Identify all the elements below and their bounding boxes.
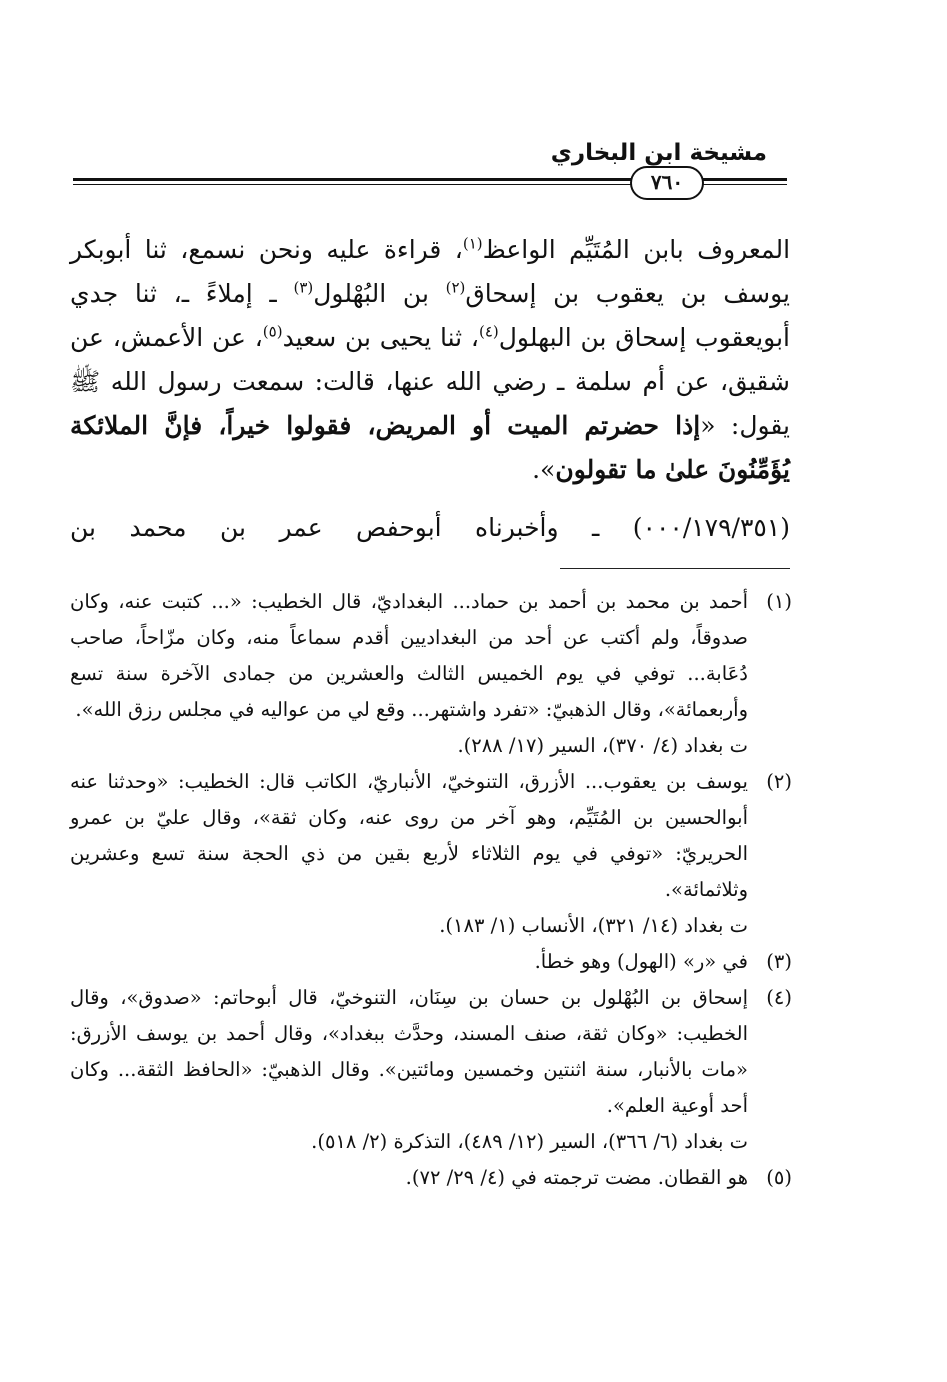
- footnote-source: ت بغداد (١٤/ ٣٢١)، الأنساب (١/ ١٨٣).: [439, 914, 748, 937]
- footnote-body: [70, 944, 748, 980]
- footnote-number: (١): [766, 590, 792, 613]
- running-title: مشيخة ابن البخاري: [550, 140, 767, 166]
- main-paragraph: [70, 228, 790, 492]
- hadith-text: إذا حضرتم الميت أو المريض، فقولوا خيراً، فإنَّ الملائكة يُؤَمِّنُونَ علىٰ ما تقولون: [70, 411, 790, 484]
- text-segment: ، عن الأعمش،: [112, 323, 263, 352]
- footnote-4: [70, 980, 792, 1160]
- footnote-ref-5[interactable]: (٥): [262, 322, 283, 341]
- footnote-ref-1[interactable]: (١): [462, 234, 483, 253]
- header-rule-left-thin: [73, 184, 633, 185]
- footnote-source: ت بغداد (٦/ ٣٦٦)، السير (١٢/ ٤٨٩)، التذكرة (٢/ ٥١٨).: [311, 1130, 748, 1153]
- footnote-5: [70, 1160, 792, 1196]
- footnote-text: هو القطان. مضت ترجمته في (٤/ ٢٩/ ٧٢).: [405, 1166, 748, 1189]
- text-segment: ، قراءة عليه ونحن نسمع، ثنا أبوبكر: [70, 235, 463, 264]
- footnote-body: [70, 1160, 748, 1196]
- text-segment: المعروف بابن المُتَيِّم الواعظ: [482, 235, 791, 264]
- footnote-text: يوسف بن يعقوب... الأزرق، التنوخيّ، الأنباريّ، الكاتب قال: الخطيب: «وحدثنا عنه أبوالحسين بن المُتَيِّم، وهو آخر من روى عنه، وكان ثقة»، وقال عليّ بن عمرو الحريريّ: «توفي في يوم الثلاثاء لأربع بقين من ذي الحجة سنة تسع وعشرين وثلاثمائة».: [70, 770, 748, 901]
- text-segment: عن شقيق، عن أم سلمة ـ رضي الله عنها، قالت: سمعت رسول الله ﷺ: [70, 323, 790, 396]
- footnote-number: (٣): [766, 950, 792, 973]
- text-segment: ، ثنا يحيى بن سعيد: [282, 323, 479, 352]
- header-rule-right-thin: [703, 184, 787, 185]
- footnote-text: أحمد بن محمد بن أحمد بن حماد... البغداديّ، قال الخطيب: «... كتبت عنه، وكان صدوقاً، ولم أكتب عن أحد من البغداديين أقدم سماعاً منه، وكان مزّاحاً، صاحب دُعَابة... توفي في يوم الخميس الثالث والعشرين من جمادى الآخرة سنة تسع وأربعمائة»، وقال الذهبيّ: «تفرد واشتهر... وقع لي من عواليه في مجلس رزق الله».: [70, 590, 748, 721]
- footnote-source: ت بغداد (٤/ ٣٧٠)، السير (١٧/ ٢٨٨).: [457, 734, 748, 757]
- text-segment: ».: [532, 455, 556, 484]
- footnote-number: (٤): [766, 986, 792, 1009]
- text-segment: يقول: «: [700, 411, 791, 440]
- footnote-ref-2[interactable]: (٢): [445, 278, 466, 297]
- footnote-body: [70, 584, 748, 764]
- footnote-number: (٥): [766, 1166, 792, 1189]
- text-segment: ـ إملاءً ـ، ثنا جدي: [70, 279, 294, 308]
- isnad-line: (٠٠٠/١٧٩/٣٥١) ـ وأخبرناه أبوحفص عمر بن محمد بن: [70, 513, 790, 542]
- text-segment: يوسف بن يعقوب بن إسحاق: [465, 279, 790, 308]
- footnote-1: [70, 584, 792, 764]
- footnote-body: [70, 764, 748, 944]
- header-rule-right: [703, 178, 787, 181]
- footnote-ref-4[interactable]: (٤): [478, 322, 499, 341]
- text-segment: بن البُهْلول: [313, 279, 446, 308]
- footnote-separator: [560, 568, 790, 569]
- footnote-2: [70, 764, 792, 944]
- footnote-number: (٢): [766, 770, 792, 793]
- header-rule-left: [73, 178, 633, 181]
- text-segment: أبويعقوب إسحاق بن البهلول: [498, 323, 790, 352]
- page-number: ٧٦٠: [630, 166, 704, 200]
- footnote-3: [70, 944, 792, 980]
- footnote-ref-3[interactable]: (٣): [293, 278, 314, 297]
- footnotes: [70, 584, 792, 1196]
- main-text: [70, 228, 790, 492]
- footnote-body: [70, 980, 748, 1160]
- footnote-text: إسحاق بن البُهْلول بن حسان بن سِنَان، التنوخيّ، قال أبوحاتم: «صدوق»، وقال الخطيب: «وكان ثقة، صنف المسند، وحدَّث ببغداد»، وقال أحمد بن يوسف الأزرق: «مات بالأنبار، سنة اثنتين وخمسين ومائتين». وقال الذهبيّ: «الحافظ الثقة... وكان أحد أوعية العلم».: [70, 986, 748, 1117]
- footnote-text: في «ر» (الهول) وهو خطأ.: [534, 950, 748, 973]
